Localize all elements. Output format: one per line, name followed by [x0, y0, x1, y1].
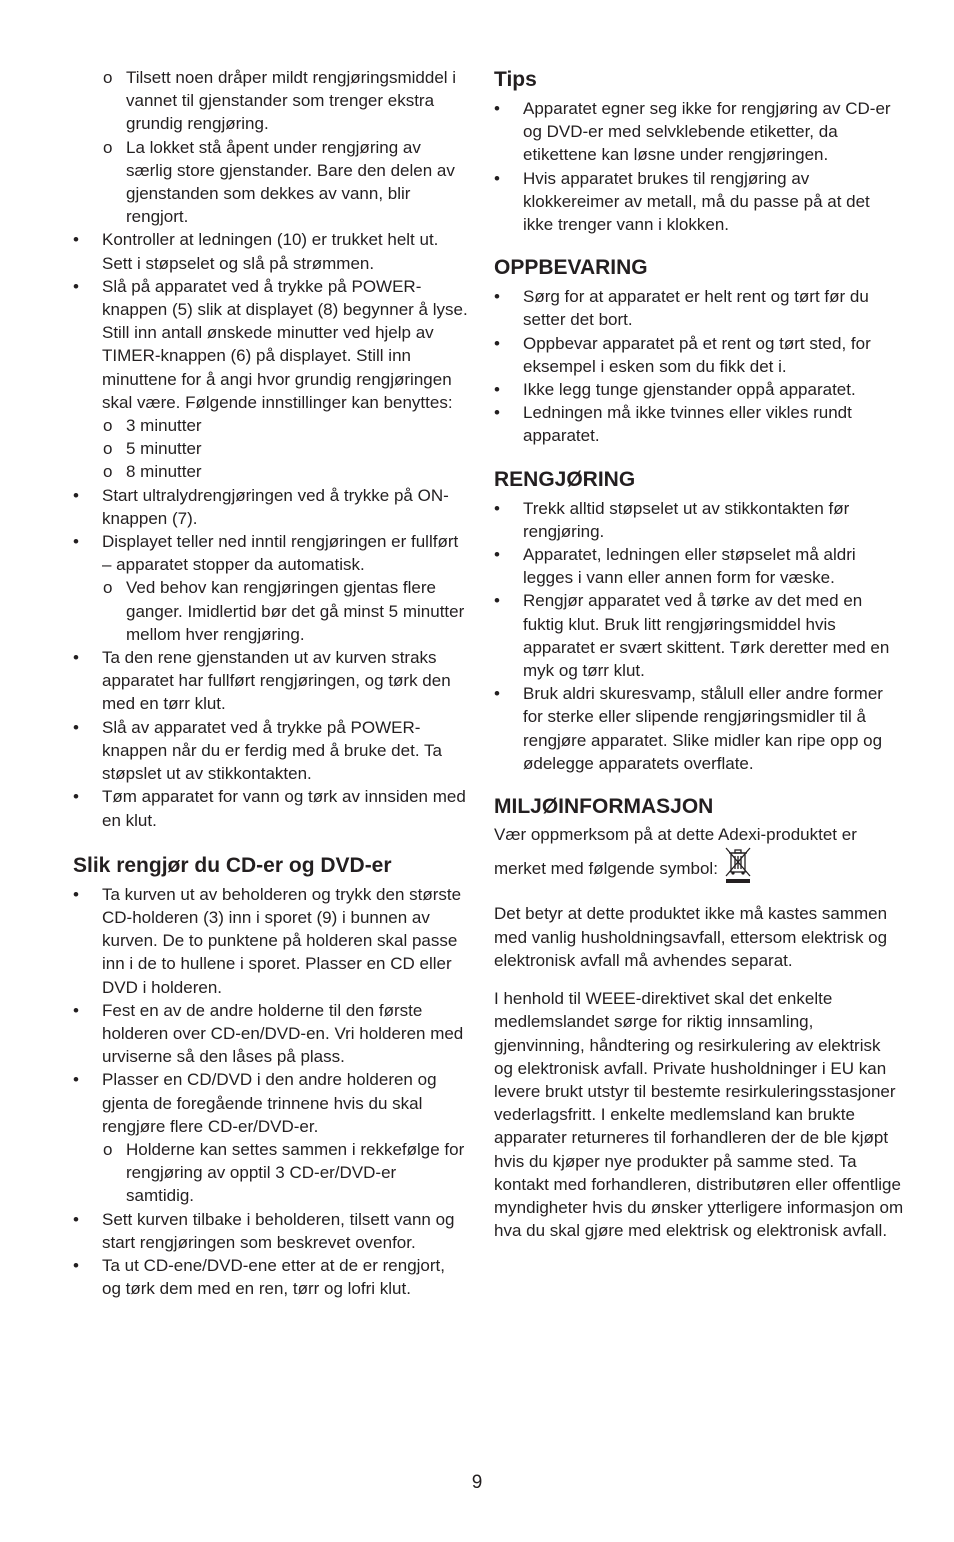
list-item [73, 136, 468, 229]
list-item [494, 332, 904, 378]
list-item [73, 275, 468, 414]
list-item [73, 228, 468, 274]
bullet-marker: • [494, 168, 500, 188]
list-item [73, 1068, 468, 1138]
list-item-text: Ta ut CD-ene/DVD-ene etter at de er rengjort, og tørk dem med en ren, tørr og lofri klut. [102, 1255, 445, 1299]
list-item-text: Trekk alltid støpselet ut av stikkontakten før rengjøring. [523, 498, 850, 541]
left-column [73, 66, 468, 1300]
list-item-text: Slå på apparatet ved å trykke på POWER-knappen (5) slik at displayet (8) begynner å lyse. Still inn antall ønskede minutter ved hjelp av TIMER-knappen (6) på displayet. Still inn minuttene for å angi hvor grundig rengjøringen skal være. Følgende innstillinger kan benyttes: [102, 276, 468, 412]
sub-bullet-marker: o [103, 416, 113, 436]
environment-intro-text: Vær oppmerksom på at dette Adexi-produktet er merket med følgende symbol: [494, 825, 857, 879]
bullet-marker: • [494, 591, 500, 611]
bullet-marker: • [494, 403, 500, 423]
list-item-text: Oppbevar apparatet på et rent og tørt sted, for eksempel i esken som du fikk det i. [523, 333, 871, 376]
list-item [494, 682, 904, 775]
list-item [73, 460, 468, 483]
list-item [73, 646, 468, 716]
list-item-text: Fest en av de andre holderne til den første holderen over CD-en/DVD-en. Vri holderen med urviserne så den låses på plass. [102, 1000, 464, 1067]
list-item [73, 1138, 468, 1208]
bullet-marker: • [73, 1070, 79, 1090]
bullet-marker: • [73, 884, 79, 904]
environment-heading: MILJØINFORMASJON [494, 795, 714, 819]
bullet-marker: • [73, 276, 79, 296]
list-item [73, 414, 468, 437]
instructions-list [73, 66, 468, 832]
bullet-marker: • [73, 648, 79, 668]
bullet-marker: • [494, 333, 500, 353]
list-item [494, 589, 904, 682]
bullet-marker: • [73, 485, 79, 505]
list-item-text: Sørg for at apparatet er helt rent og tørt før du setter det bort. [523, 287, 869, 330]
list-item [494, 167, 904, 237]
bullet-marker: • [73, 1000, 79, 1020]
list-item [73, 1208, 468, 1254]
list-item [73, 999, 468, 1069]
list-item-text: La lokket stå åpent under rengjøring av særlig store gjenstander. Bare den delen av gjenstanden som dekkes av vann, blir rengjort. [126, 137, 455, 227]
bullet-marker: • [494, 287, 500, 307]
storage-list [494, 285, 904, 447]
bullet-marker: • [73, 1255, 79, 1275]
list-item-text: Holderne kan settes sammen i rekkefølge for rengjøring av opptil 3 CD-er/DVD-er samtidig. [126, 1139, 465, 1206]
right-column [494, 66, 904, 1242]
list-item-text: Tilsett noen dråper mildt rengjøringsmiddel i vannet til gjenstander som trenger ekstra grundig rengjøring. [126, 68, 457, 134]
cd-dvd-heading: Slik rengjør du CD-er og DVD-er [73, 853, 392, 877]
bullet-marker: • [73, 230, 79, 250]
tips-list [494, 97, 904, 236]
bullet-marker: • [494, 380, 500, 400]
bullet-marker: • [494, 99, 500, 118]
cleaning-list [494, 497, 904, 775]
list-item [73, 437, 468, 460]
cd-dvd-list [73, 883, 468, 1301]
sub-bullet-marker: o [103, 462, 113, 482]
list-item-text: Bruk aldri skuresvamp, stålull eller andre former for sterke eller slipende rengjøringsmidler til å rengjøre apparatet. Slike midler kan ripe opp og ødelegge apparatets overflate. [523, 684, 883, 773]
list-item [73, 1254, 468, 1300]
environment-intro [494, 823, 904, 890]
bullet-marker: • [73, 787, 79, 807]
list-item [494, 378, 904, 401]
sub-bullet-marker: o [103, 439, 113, 459]
weee-crossed-bin-icon [724, 846, 752, 890]
environment-paragraph-2: Det betyr at dette produktet ikke må kastes sammen med vanlig husholdningsavfall, ettersom elektrisk og elektronisk avfall må avhendes separat. [494, 904, 888, 970]
bullet-marker: • [73, 532, 79, 552]
list-item-text: Ta kurven ut av beholderen og trykk den største CD-holderen (3) inn i sporet (9) i bunnen av kurven. De to punktene på holderen skal passe inn i de to hullene i sporet. Plasser en CD eller DVD i holderen. [102, 884, 462, 997]
list-item-text: Sett kurven tilbake i beholderen, tilsett vann og start rengjøringen som beskrevet ovenfor. [102, 1209, 455, 1252]
list-item [73, 785, 468, 831]
list-item-text: Ledningen må ikke tvinnes eller vikles rundt apparatet. [523, 403, 852, 446]
bullet-marker: • [494, 545, 500, 565]
list-item-text: Displayet teller ned inntil rengjøringen er fullført – apparatet stopper da automatisk. [102, 532, 459, 575]
bullet-marker: • [494, 684, 500, 704]
list-item [494, 97, 904, 167]
list-item-text: Ikke legg tunge gjenstander oppå apparatet. [523, 380, 856, 400]
list-item-text: 3 minutter [126, 416, 202, 436]
sub-bullet-marker: o [103, 1139, 113, 1159]
page-number: 9 [471, 1472, 483, 1493]
list-item [494, 285, 904, 331]
bullet-marker: • [73, 1209, 79, 1229]
list-item-text: Ved behov kan rengjøringen gjentas flere ganger. Imidlertid bør det gå minst 5 minutter mellom hver rengjøring. [126, 578, 465, 644]
list-item-text: 8 minutter [126, 462, 202, 482]
list-item [73, 484, 468, 530]
list-item-text: Hvis apparatet brukes til rengjøring av klokkereimer av metall, må du passe på at det ikke trenger vann i klokken. [523, 168, 870, 235]
list-item-text: 5 minutter [126, 439, 202, 459]
list-item-text: Tøm apparatet for vann og tørk av innsiden med en klut. [102, 787, 466, 830]
list-item-text: Start ultralydrengjøringen ved å trykke på ON-knappen (7). [102, 485, 449, 528]
list-item-text: Kontroller at ledningen (10) er trukket helt ut. Sett i støpselet og slå på strømmen. [102, 230, 439, 273]
list-item [73, 716, 468, 786]
list-item-text: Plasser en CD/DVD i den andre holderen og gjenta de foregående trinnene hvis du skal rengjøre flere CD-er/DVD-er. [102, 1070, 437, 1136]
list-item-text: Rengjør apparatet ved å tørke av det med en fuktig klut. Bruk litt rengjøringsmiddel hvis apparatet er svært skittent. Tørk deretter med en myk og tørr klut. [523, 591, 890, 681]
sub-bullet-marker: o [103, 68, 113, 87]
list-item [73, 883, 468, 999]
sub-bullet-marker: o [103, 137, 113, 157]
tips-heading: Tips [494, 68, 537, 91]
list-item-text: Apparatet, ledningen eller støpselet må aldri legges i vann eller annen form for væske. [523, 545, 856, 588]
environment-paragraph-3: I henhold til WEEE-direktivet skal det enkelte medlemslandet sørge for riktig innsamling, gjenvinning, håndtering og resirkulering av elektrisk og elektronisk avfall. Private husholdninger i EU kan levere brukt utstyr til bestemte resirkuleringsstasjoner vederlagsfritt. I enkelte medlemsland kan brukte apparater returneres til forhandleren der de ble kjøpt hvis du kjøper nye produkter på samme sted. Ta kontakt med forhandleren, distributøren eller offentlige myndigheter hvis du ønsker ytterligere informasjon om hva du skal gjøre med elektrisk og elektronisk avfall. [494, 989, 904, 1241]
list-item-text: Ta den rene gjenstanden ut av kurven straks apparatet har fullført rengjøringen, og tørk den med en tørr klut. [102, 648, 451, 714]
list-item [73, 66, 468, 136]
list-item [73, 576, 468, 646]
list-item [73, 530, 468, 576]
list-item-text: Apparatet egner seg ikke for rengjøring av CD-er og DVD-er med selvklebende etiketter, da etikettene kan løsne under rengjøringen. [523, 99, 891, 165]
list-item [494, 401, 904, 447]
bullet-marker: • [494, 498, 500, 518]
list-item-text: Slå av apparatet ved å trykke på POWER-knappen når du er ferdig med å bruke det. Ta støpslet ut av stikkontakten. [102, 717, 442, 784]
storage-heading: OPPBEVARING [494, 256, 648, 280]
sub-bullet-marker: o [103, 578, 113, 598]
cleaning-heading: RENGJØRING [494, 467, 636, 491]
bullet-marker: • [73, 717, 79, 737]
list-item [494, 543, 904, 589]
list-item [494, 497, 904, 543]
